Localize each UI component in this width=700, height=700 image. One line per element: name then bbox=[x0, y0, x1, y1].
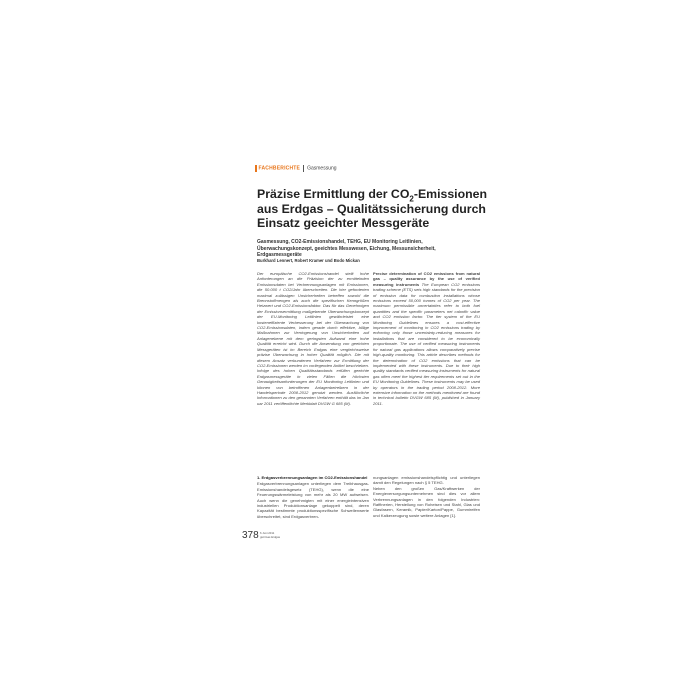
section-marker bbox=[255, 165, 257, 172]
issue-label: 6 Juni 2011 bbox=[260, 531, 275, 535]
topic-label: Gasmessung bbox=[307, 165, 337, 172]
section-header bbox=[255, 165, 455, 175]
body-paragraph-2: Neben den großen Gas/Kraftwerken der Energieversorgungsunternehmen sind dies vor allem Verbrennungsanlagen in den folgenden Industrien: Raffinerien, Herstellung von Roheisen und Stahl, Glas und Glasfasern, Keramik, Papier/Karton/Pappe, Gummireifen und Kalkerzeugung sowie weitere Anlagen [1]. bbox=[373, 485, 480, 518]
abstract-english-text: The European CO2 emissions trading scheme (ETS) sets high standards for the precision of emission data for combustion installations whose emissions exceed 50,000 tonnes of CO2 per year. The maximum permissible uncertainties refer to both fuel quantities and the specific parameters net calorific value and CO2 emission factor. The tier system of the EU Monitoring Guidelines ensures a cost-effective improvement of monitoring in CO2 emissions trading by enforcing only those uncertainty-reducing measures for installations that are considered to be economically proportionate. The use of verified measuring instruments for natural gas applications allows comparatively precise high-quality monitoring. This article describes methods for the determination of CO2 emissions that can be implemented with these instruments. Due to their high quality standards verified measuring instruments for natural gas often meet the highest tier requirements set out in the EU Monitoring Guidelines. These instruments may be used by operators in the trading period 2008-2012. More extensive information on the methods mentioned are found in technical bulletin DVGW 685 (M), published in January 2011. bbox=[373, 281, 481, 406]
journal-name: gwf-Gas Erdgas bbox=[260, 534, 281, 539]
title-line-2: aus Erdgas – Qualitätssicherung durch bbox=[257, 201, 486, 216]
title-line-1: Präzise Ermittlung der $CO_2$-Emissionen bbox=[257, 187, 487, 204]
authors: Burkhard Lennert, Robert Kramer und Bodo Mickan bbox=[257, 258, 360, 263]
keywords: Gasmessung, CO2-Emissionshandel, TEHG, EU Monitoring Leitlinien, Überwachungskonzept, geeichtes Messwesen, Eichung, Messunsicherheit, Erdgasmessgeräte bbox=[257, 239, 436, 259]
section-label: FACHBERICHTE bbox=[258, 165, 301, 172]
page-footer bbox=[242, 530, 302, 544]
body-continuation: nungsanlagen emissionshandelspflichtig und unterliegen damit den Regelungen nach § 5 TEHG. bbox=[373, 475, 480, 486]
article-title bbox=[257, 187, 507, 231]
body-column-right bbox=[373, 475, 480, 518]
body-paragraph: Erdgasverbrennungsanlagen unterliegen dem Treibhausgas-Emissionshandelsgesetz (TEHG), wenn die eine Feuerungswärmeleistung von mehr als 20 MW aufweisen. Auch wenn die genehmigten mit einer energieintensiven industriellen Produktionsanlage gekoppelt sind, deren Kapazität bestimmte produktionsspezifische Schwellenwerte überschreitet, sind Erdgasverbren- bbox=[257, 481, 369, 519]
header-divider bbox=[303, 165, 304, 172]
page-number: 378 bbox=[242, 530, 259, 541]
abstract-english bbox=[373, 271, 480, 406]
title-line-3: Einsatz geeichter Messgeräte bbox=[257, 216, 430, 230]
footer-info bbox=[260, 532, 280, 539]
abstract-german: Der europäische CO2-Emissionshandel stellt hohe Anforderungen an die Präzision der zu ermittelnden Emissionsdaten bei Verbrennungsanlagen mit Emissionen, die 50.000 t CO2/Jahr überschreiten. Die hier geforderten maximal zulässigen Unsicherheiten betreffen sowohl die Brennstoffmengen als auch die spezifischen Kenngrößen Heizwert und CO2-Emissionsfaktor. Das für das Genehmigen der Emissionsermittlung maßgebende Überwachungskonzept der EU-Monitoring Leitlinien gewährleistet eine kosteneffiziente Verbesserung bei der Überwachung von CO2-Emissionsdaten, indem gerade durch effektive, billige Maßnahmen zur Verringerung von Unsicherheiten auf Anlagenebene mit dem geringsten Aufwand eine hohe Qualität erreicht wird. Durch die Anwendung von geeichten Messgeräten ist im Bereich Erdgas eine vergleichsweise präzise Überwachung in hoher Qualität möglich. Die mit diesem Ansatz verbundenen Verfahren zur Ermittlung der CO2-Emissionen werden im vorliegenden Artikel beschrieben. Infolge des hohen Qualitätsstandards erfüllen geeichte Erdgasmessgeräte in vielen Fällen die höchsten Genauigkeitsanforderungen der EU Monitoring Leitlinien und können von betroffenen Anlagenbetreibern in der Handelsperiode 2008-2012 genutzt werden. Ausführliche Informationen zu den genannten Verfahren enthält das im Jan uar 2011 veröffentlichte Merkblatt DVGW G 685 (M). bbox=[257, 271, 369, 406]
body-column-left bbox=[257, 475, 369, 519]
section-heading: 1. Erdgasverbrennungsanlagen im CO2-Emissionshandel bbox=[257, 475, 368, 480]
abstract-english-title: Precise determination of CO2 emissions from natural gas – quality assurance by the use of verified measuring instruments bbox=[373, 271, 480, 287]
